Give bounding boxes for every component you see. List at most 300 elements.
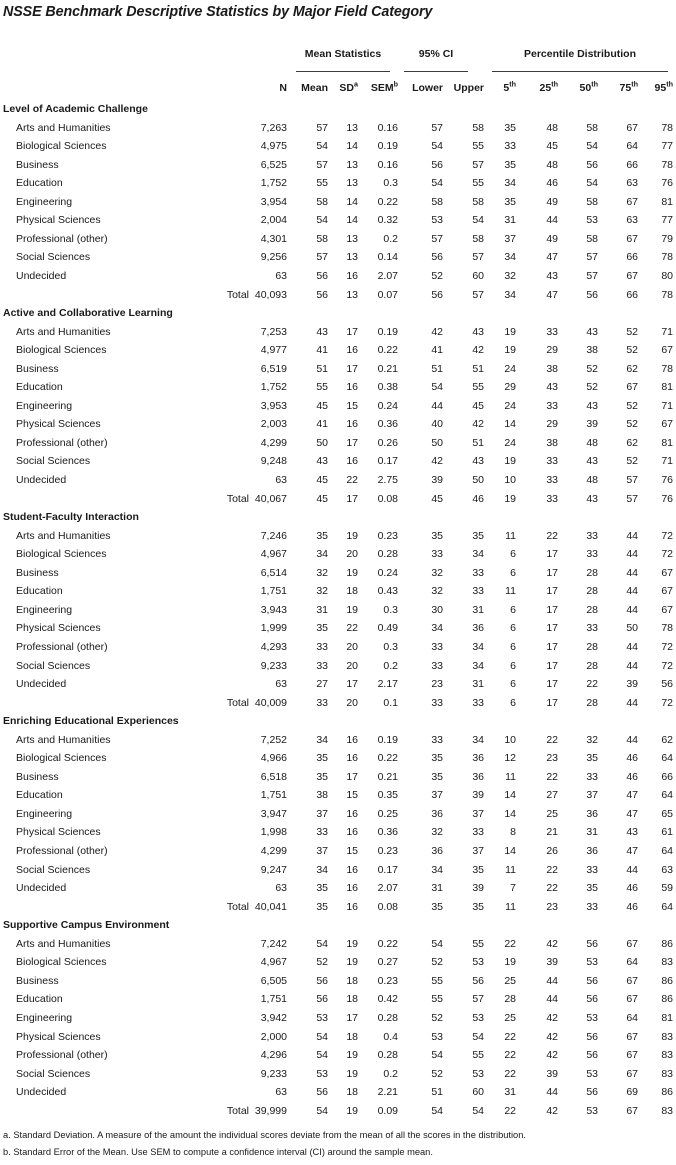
table-cell: 80 [661,269,673,282]
row-label: Education [16,993,63,1006]
table-cell: 0.25 [377,807,398,820]
table-cell: 67 [626,974,638,987]
table-cell: 3,942 [260,1011,287,1024]
table-cell: 41 [431,344,443,357]
table-cell: 39 [472,789,484,802]
table-cell: 64 [626,1011,638,1024]
table-cell: 56 [316,269,328,282]
table-cell: 31 [472,678,484,691]
table-cell: 51 [431,1086,443,1099]
table-cell: 33 [546,325,558,338]
table-cell: 53 [472,1011,484,1024]
total-row-cell: 35 [431,900,443,913]
table-cell: 6 [510,603,516,616]
table-cell: 49 [546,195,558,208]
table-cell: 33 [431,733,443,746]
column-header-sd: $SD^a$ [339,79,358,94]
table-cell: 53 [431,214,443,227]
table-cell: 16 [346,826,358,839]
row-label: Undecided [16,474,67,486]
table-cell: 15 [346,845,358,857]
table-cell: 34 [316,733,328,746]
table-cell: 76 [661,177,673,190]
table-cell: 83 [661,1049,673,1062]
column-header-50: 50th [579,79,598,94]
table-cell: 67 [626,232,638,245]
table-cell: 54 [316,1049,328,1062]
table-cell: 34 [472,733,484,746]
table-cell: 62 [626,436,638,449]
table-cell: 0.38 [377,381,398,394]
table-cell: 39 [546,1067,558,1080]
table-cell: 0.28 [377,1011,398,1024]
row-label: Biological Sciences [16,956,107,969]
table-cell: 0.17 [377,863,398,876]
table-cell: 8 [510,826,516,839]
total-row-cell: 40,093 [254,288,287,301]
column-group-label: 95% CI [418,48,454,60]
table-cell: 57 [472,993,484,1006]
row-label: Professional (other) [16,640,108,653]
table-cell: 32 [504,269,516,282]
table-cell: 16 [346,807,358,820]
table-cell: 1,751 [260,993,287,1006]
table-cell: 0.49 [377,622,398,635]
table-cell: 0.19 [377,733,398,746]
total-row-cell: 17 [346,492,358,505]
table-cell: 61 [661,826,673,839]
table-cell: 72 [661,548,673,561]
table-cell: 4,299 [260,845,287,857]
section-header: Level of Academic Challenge [3,103,148,115]
row-label: Professional (other) [16,436,108,449]
table-cell: 14 [346,214,358,227]
table-cell: 33 [586,770,598,783]
table-cell: 63 [626,177,638,190]
table-cell: 35 [472,529,484,542]
table-cell: 45 [472,399,484,412]
table-cell: 14 [504,845,516,857]
table-cell: 22 [546,529,558,542]
table-cell: 1,751 [260,585,287,598]
table-cell: 81 [661,195,673,208]
table-cell: 44 [546,1086,558,1099]
table-cell: 86 [661,974,673,987]
table-cell: 31 [472,603,484,616]
table-cell: 36 [472,622,484,635]
table-cell: 11 [505,585,516,598]
total-row-label: Total [226,492,249,505]
table-cell: 6,519 [260,362,287,375]
table-cell: 33 [546,474,558,486]
row-label: Physical Sciences [16,826,101,839]
row-label: Engineering [16,807,73,820]
table-cell: 33 [472,566,484,579]
table-cell: 0.32 [377,214,398,227]
table-cell: 53 [586,1067,598,1080]
table-cell: 32 [431,826,443,839]
table-cell: 56 [431,158,443,171]
table-cell: 10 [504,474,516,486]
table-cell: 48 [586,474,598,486]
table-cell: 0.22 [377,937,398,950]
table-cell: 0.26 [377,436,398,449]
table-cell: 44 [431,399,443,412]
total-row-cell: 83 [661,1104,673,1117]
table-cell: 67 [661,566,673,579]
table-cell: 28 [586,640,598,653]
total-row-label: Total [226,288,249,301]
table-cell: 32 [586,733,598,746]
table-cell: 17 [346,1011,358,1024]
table-cell: 38 [546,436,558,449]
table-cell: 31 [586,826,598,839]
table-cell: 22 [346,474,358,486]
table-cell: 17 [546,603,558,616]
table-cell: 43 [586,325,598,338]
table-cell: 6,525 [260,158,287,171]
table-cell: 2,003 [260,418,287,431]
table-cell: 17 [546,566,558,579]
table-cell: 46 [626,752,638,765]
table-cell: 52 [431,269,443,282]
row-label: Business [16,566,59,579]
column-group-label: Percentile Distribution [523,48,637,60]
table-cell: 31 [431,882,443,895]
table-cell: 54 [586,140,598,153]
table-cell: 22 [546,770,558,783]
table-cell: 23 [546,752,558,765]
table-cell: 1,752 [260,177,287,190]
row-label: Undecided [16,678,67,691]
table-cell: 32 [316,566,328,579]
total-row-cell: 35 [472,900,484,913]
row-label: Professional (other) [16,845,108,857]
table-cell: 0.2 [383,1067,398,1080]
table-cell: 7,242 [260,937,287,950]
table-cell: 34 [431,863,443,876]
column-header-upper: Upper [453,82,484,94]
table-cell: 59 [661,882,673,895]
table-cell: 56 [586,1030,598,1043]
table-cell: 4,293 [260,640,287,653]
table-cell: 55 [316,381,328,394]
table-cell: 18 [346,1030,358,1043]
row-label: Education [16,177,63,190]
table-cell: 19 [346,1067,358,1080]
table-cell: 56 [586,1086,598,1099]
table-cell: 54 [316,1030,328,1043]
row-label: Engineering [16,603,73,616]
total-row-cell: 57 [626,492,638,505]
table-cell: 52 [626,455,638,468]
total-row-cell: 33 [472,696,484,709]
total-row-cell: 40,009 [254,696,287,709]
table-cell: 0.23 [377,529,398,542]
table-cell: 54 [472,214,484,227]
table-cell: 1,998 [260,826,287,839]
table-cell: 54 [431,1049,443,1062]
table-cell: 57 [431,232,443,245]
total-row-cell: 33 [431,696,443,709]
table-cell: 0.28 [377,1049,398,1062]
table-cell: 17 [546,548,558,561]
table-cell: 24 [504,399,516,412]
table-cell: 50 [626,622,638,635]
table-cell: 7,246 [260,529,287,542]
table-cell: 17 [346,678,358,691]
table-cell: 4,975 [260,140,287,153]
total-row-cell: 46 [472,492,484,505]
table-cell: 6,505 [260,974,287,987]
table-cell: 60 [472,269,484,282]
table-cell: 37 [504,232,516,245]
total-row-cell: 20 [346,696,358,709]
table-cell: 13 [346,121,358,134]
table-cell: 28 [586,566,598,579]
table-cell: 0.3 [383,640,398,653]
table-cell: 19 [346,937,358,950]
table-cell: 67 [626,121,638,134]
table-cell: 50 [472,474,484,486]
table-cell: 63 [626,214,638,227]
table-cell: 2.07 [377,269,398,282]
table-cell: 51 [472,436,484,449]
total-row-cell: 0.07 [377,288,398,301]
total-row-cell: 23 [546,900,558,913]
table-cell: 4,977 [260,344,287,357]
total-row-cell: 33 [546,492,558,505]
table-cell: 63 [275,269,287,282]
table-cell: 56 [316,974,328,987]
total-row-cell: 0.09 [377,1104,398,1117]
table-cell: 2,000 [260,1030,287,1043]
page-title: NSSE Benchmark Descriptive Statistics by Major Field Category [3,4,433,20]
table-cell: 33 [504,140,516,153]
table-cell: 22 [504,1030,516,1043]
table-cell: 35 [504,121,516,134]
total-row-cell: 17 [546,696,558,709]
total-row-cell: 64 [661,900,673,913]
table-cell: 35 [431,752,443,765]
table-cell: 38 [586,344,598,357]
table-cell: 4,296 [260,1049,287,1062]
table-cell: 32 [431,585,443,598]
table-cell: 69 [626,1086,638,1099]
table-cell: 1,752 [260,381,287,394]
table-cell: 0.3 [383,603,398,616]
table-cell: 43 [546,381,558,394]
table-cell: 19 [504,344,516,357]
table-cell: 19 [346,1049,358,1062]
footnote-b: b. Standard Error of the Mean. Use SEM to compute a confidence interval (CI) around the sample mean. [3,1147,433,1157]
table-cell: 35 [504,195,516,208]
row-label: Undecided [16,269,67,282]
table-cell: 58 [472,121,484,134]
total-row-cell: 33 [586,900,598,913]
table-cell: 28 [504,993,516,1006]
table-cell: 3,947 [260,807,287,820]
table-cell: 0.23 [377,845,398,857]
table-cell: 19 [504,325,516,338]
table-cell: 17 [546,622,558,635]
table-cell: 44 [626,585,638,598]
table-cell: 55 [472,937,484,950]
table-cell: 53 [316,1011,328,1024]
table-cell: 58 [316,232,328,245]
table-cell: 47 [626,789,638,802]
table-cell: 71 [661,455,673,468]
total-row-cell: 11 [505,900,516,913]
table-cell: 13 [346,251,358,264]
table-cell: 81 [661,436,673,449]
table-cell: 35 [316,770,328,783]
table-cell: 63 [275,474,287,486]
row-label: Arts and Humanities [16,325,111,338]
table-cell: 32 [316,585,328,598]
table-cell: 43 [626,826,638,839]
table-cell: 35 [586,752,598,765]
table-cell: 64 [626,140,638,153]
table-cell: 2,004 [260,214,287,227]
table-cell: 48 [546,158,558,171]
table-cell: 86 [661,993,673,1006]
table-cell: 62 [661,733,673,746]
table-cell: 19 [504,956,516,969]
table-cell: 24 [504,362,516,375]
table-cell: 42 [546,1030,558,1043]
table-cell: 33 [586,529,598,542]
table-cell: 0.36 [377,418,398,431]
table-cell: 53 [431,1030,443,1043]
table-cell: 9,247 [260,863,287,876]
table-cell: 0.24 [377,399,398,412]
row-label: Biological Sciences [16,548,107,561]
row-label: Arts and Humanities [16,937,111,950]
row-label: Social Sciences [16,863,91,876]
table-cell: 14 [504,807,516,820]
table-cell: 6 [510,659,516,672]
table-cell: 39 [586,418,598,431]
table-cell: 17 [346,325,358,338]
table-cell: 0.16 [377,121,398,134]
section-header: Enriching Educational Experiences [3,715,179,728]
table-cell: 66 [626,251,638,264]
total-row-cell: 54 [316,1104,328,1117]
table-cell: 55 [431,974,443,987]
total-row-cell: 56 [316,288,328,301]
table-cell: 6 [510,622,516,635]
table-cell: 81 [661,381,673,394]
table-cell: 22 [546,882,558,895]
table-cell: 0.19 [377,325,398,338]
table-cell: 35 [504,158,516,171]
table-cell: 2.75 [377,474,398,486]
total-row-cell: 54 [431,1104,443,1117]
table-cell: 40 [431,418,443,431]
table-cell: 18 [346,585,358,598]
total-row-cell: 57 [472,288,484,301]
table-cell: 54 [431,381,443,394]
table-cell: 21 [546,826,558,839]
row-label: Undecided [16,882,67,895]
table-cell: 0.23 [377,974,398,987]
table-cell: 51 [431,362,443,375]
table-cell: 43 [586,455,598,468]
table-cell: 17 [546,659,558,672]
table-cell: 52 [626,325,638,338]
table-cell: 63 [275,1086,287,1099]
column-header-25: 25th [539,79,558,94]
table-cell: 0.43 [377,585,398,598]
table-cell: 0.42 [377,993,398,1006]
table-cell: 33 [431,659,443,672]
table-cell: 58 [316,195,328,208]
row-label: Engineering [16,195,73,208]
table-cell: 71 [661,399,673,412]
table-cell: 22 [504,1067,516,1080]
column-header-n: N [279,82,287,94]
table-cell: 67 [626,269,638,282]
table-cell: 25 [546,807,558,820]
total-row-cell: 76 [661,492,673,505]
row-label: Education [16,789,63,802]
table-cell: 0.24 [377,566,398,579]
table-cell: 78 [661,622,673,635]
table-cell: 57 [316,158,328,171]
table-cell: 36 [586,845,598,857]
row-label: Engineering [16,1011,73,1024]
table-cell: 65 [661,807,673,820]
total-row-cell: 46 [626,900,638,913]
table-cell: 6 [510,566,516,579]
table-cell: 39 [626,678,638,691]
total-row-cell: 66 [626,288,638,301]
total-row-cell: 40,067 [254,492,287,505]
row-label: Professional (other) [16,232,108,245]
table-cell: 17 [546,585,558,598]
table-cell: 37 [586,789,598,802]
table-cell: 44 [546,214,558,227]
table-cell: 15 [346,399,358,412]
table-cell: 11 [505,863,516,876]
table-cell: 35 [431,529,443,542]
table-cell: 67 [661,603,673,616]
table-cell: 52 [586,381,598,394]
table-cell: 0.3 [383,177,398,190]
table-cell: 16 [346,733,358,746]
total-row-cell: 56 [431,288,443,301]
table-cell: 17 [546,640,558,653]
table-cell: 20 [346,548,358,561]
column-header-75: 75th [619,79,638,94]
table-cell: 67 [661,418,673,431]
table-cell: 33 [586,622,598,635]
table-cell: 56 [472,974,484,987]
row-label: Engineering [16,399,73,412]
table-cell: 83 [661,1067,673,1080]
table-cell: 72 [661,659,673,672]
table-cell: 76 [661,474,673,486]
section-header: Active and Collaborative Learning [3,307,173,320]
table-cell: 36 [586,807,598,820]
table-cell: 42 [546,1011,558,1024]
table-cell: 33 [431,640,443,653]
row-label: Physical Sciences [16,622,101,635]
total-row-cell: 33 [316,696,328,709]
table-cell: 4,967 [260,956,287,969]
table-cell: 47 [626,807,638,820]
